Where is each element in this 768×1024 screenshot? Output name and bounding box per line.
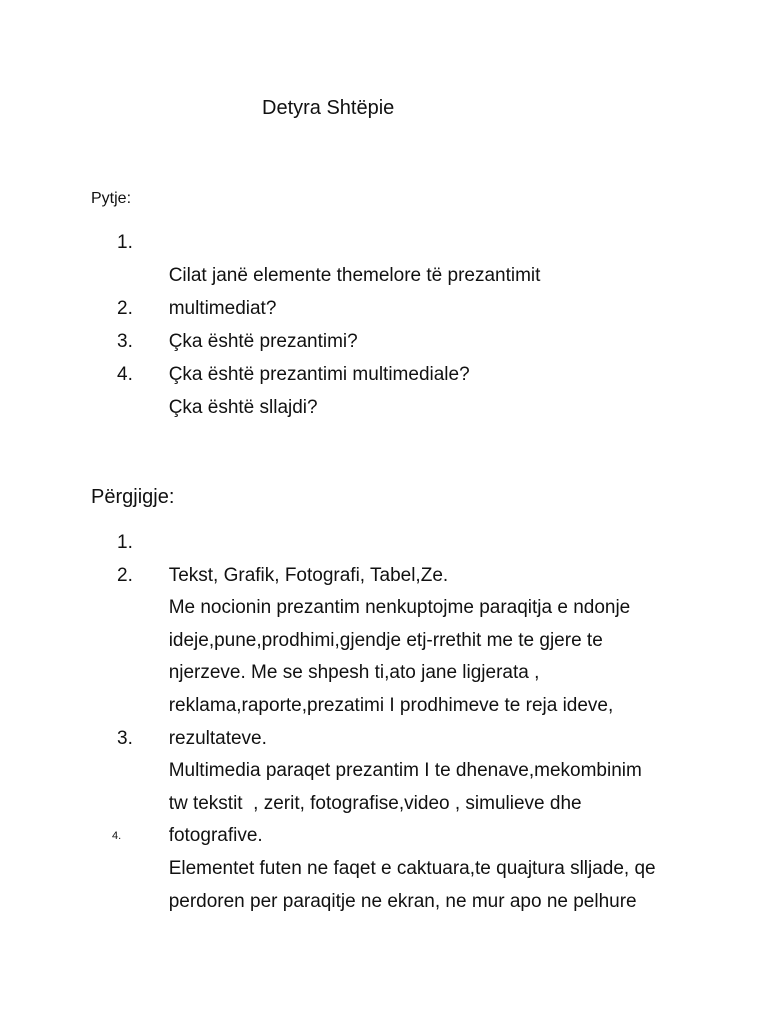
list-item-text: multimediat? xyxy=(168,298,277,319)
answers-heading: Përgjigje: xyxy=(91,486,175,508)
list-item xyxy=(117,325,540,385)
list-number: 3. xyxy=(117,331,133,352)
list-number: 4. xyxy=(117,364,133,385)
list-number: 4. xyxy=(112,830,122,843)
page-title: Detyra Shtëpie xyxy=(262,97,395,119)
questions-heading: Pytje: xyxy=(91,190,132,207)
list-number: 2. xyxy=(117,298,133,319)
list-item xyxy=(117,723,656,847)
list-number: 3. xyxy=(117,727,133,749)
list-item-text: Tekst, Grafik, Fotografi, Tabel,Ze. xyxy=(168,564,449,586)
list-item-text: Cilat janë elemente themelore të prezantimit xyxy=(168,265,541,286)
list-number: 1. xyxy=(117,232,133,253)
list-item-text: rezultateve. xyxy=(168,727,267,749)
list-item-text: ideje,pune,prodhimi,gjendje etj-rrethit me te gjere te xyxy=(168,629,603,651)
list-item xyxy=(117,292,540,352)
list-item-text: Multimedia paraqet prezantim I te dhenave,mekombinim xyxy=(168,760,642,782)
list-item xyxy=(112,820,656,912)
list-item-text: Elementet futen ne faqet e caktuara,te quajtura slljade, qe xyxy=(168,857,656,879)
list-item xyxy=(117,226,541,319)
list-item-text: tw tekstit , zerit, fotografise,video , simulieve dhe xyxy=(168,792,582,814)
list-item-text: Me nocionin prezantim nenkuptojme paraqitja e ndonje xyxy=(168,597,631,619)
list-item-text: fotografive. xyxy=(168,825,263,847)
list-item-text: Çka është sllajdi? xyxy=(168,397,318,418)
list-item xyxy=(117,527,656,586)
questions-list xyxy=(117,226,541,418)
list-number: 2. xyxy=(117,564,133,586)
list-item-text: Çka është prezantimi multimediale? xyxy=(168,364,470,385)
list-item-text: perdoren per paraqitje ne ekran, ne mur apo ne pelhure xyxy=(168,890,637,912)
answers-list xyxy=(112,527,656,912)
list-number: 1. xyxy=(117,532,133,553)
list-item-text: Çka është prezantimi? xyxy=(168,331,358,352)
list-item-text: reklama,raporte,prezatimi I prodhimeve te reja ideve, xyxy=(168,694,614,716)
list-item xyxy=(117,560,656,749)
list-item-text: njerzeve. Me se shpesh ti,ato jane ligjerata , xyxy=(168,662,540,684)
list-item xyxy=(117,358,540,418)
